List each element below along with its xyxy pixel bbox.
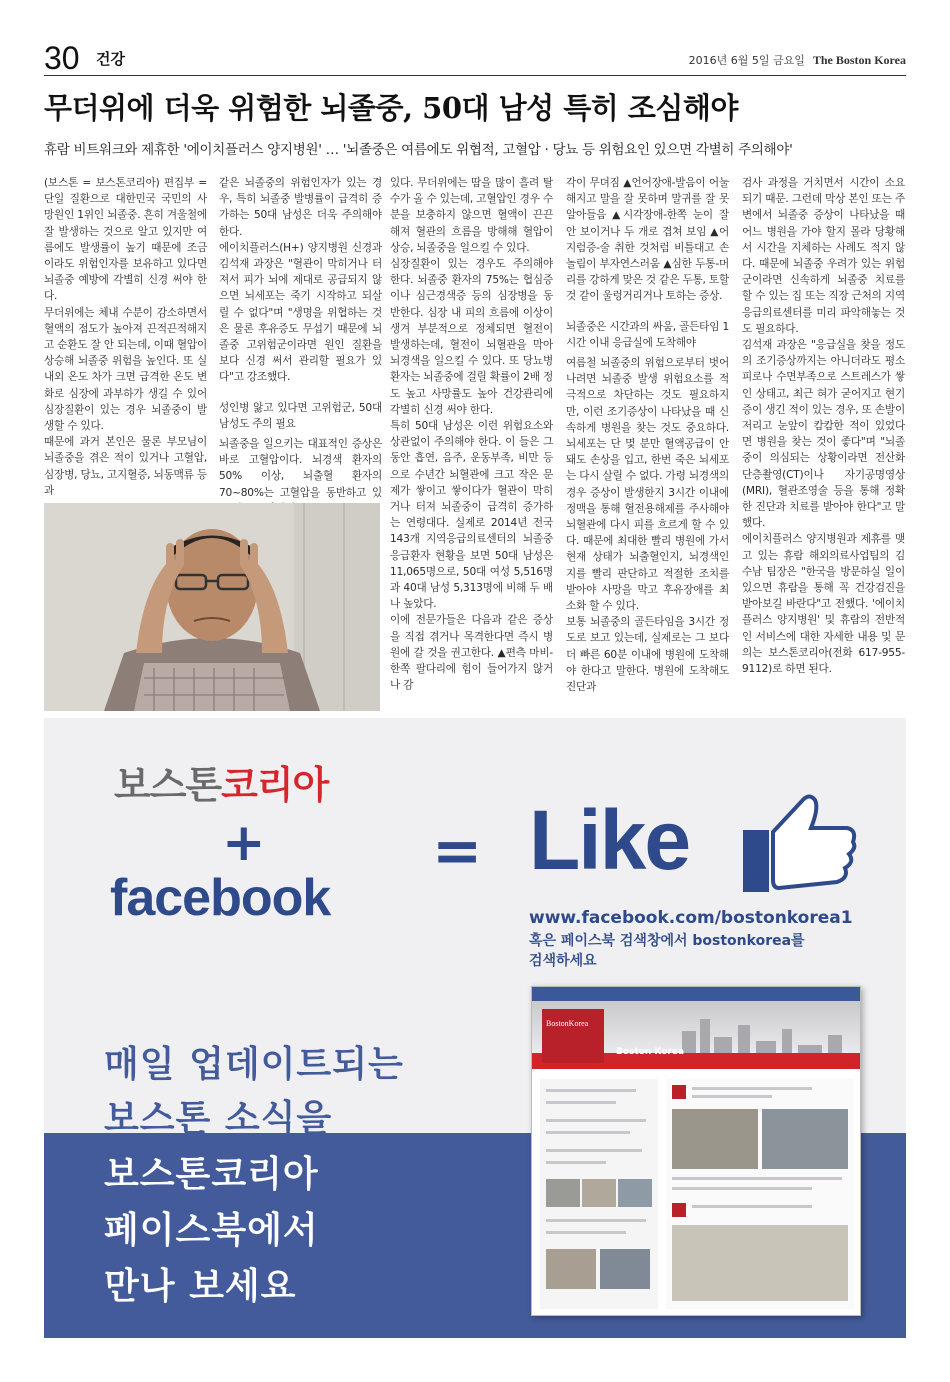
- facebook-left-panel: [540, 1079, 658, 1309]
- thumbs-up-icon: [739, 788, 859, 898]
- facebook-page-logo: [542, 1009, 604, 1063]
- ad-tagline-2: 보스톤 소식을: [104, 1098, 333, 1139]
- paragraph: 검사 과정을 거치면서 시간이 소요되기 때문. 그런데 막상 본인 또는 주변에서 뇌졸중 증상이 나타났을 때 어느 병원을 가야 할지 몰라 당황해서 시간을 지체하는 사례도 적지 않다. 때문에 뇌졸중 우려가 있는 위험군이라면 신속하게 뇌졸중 치료를 할 수 있는 집 또는 직장 근처의 지역응급의료센터를 미리 파악해놓는 것도 필요하다.: [742, 177, 905, 335]
- paragraph: 무더위에는 체내 수분이 감소하면서 혈액의 점도가 높아져 끈적끈적해지고 순환도 잘 안 되는데, 이때 혈압이 상승해 뇌졸중 위험을 높인다. 또 실내외 온도 차가 크면 급격한 온도 변화로 심장에 과부하가 생길 수 있어 심장질환이 있는 경우 뇌졸중이 발생할 수 있다.: [44, 306, 207, 433]
- facebook-topbar: [532, 987, 861, 1001]
- paragraph: 보통 뇌졸중의 골든타임을 3시간 정도로 보고 있는데, 실제로는 그 보다 더 빠른 60분 이내에 병원에 도착해야 한다고 말한다. 병원에 도착해도 진단과: [566, 616, 729, 694]
- article-photo-man-with-headache: [44, 503, 380, 711]
- article-subheading: 뇌졸중은 시간과의 싸움, 골든타임 1시간 이내 응급실에 도착해야: [566, 320, 729, 349]
- facebook-feed-panel: [666, 1079, 854, 1309]
- search-line-1: 혹은 페이스북 검색창에서 bostonkorea를: [529, 933, 805, 949]
- headache-photo-illustration: [44, 503, 380, 711]
- ad-like-block: [529, 788, 859, 898]
- ad-brand-logo: [114, 754, 328, 809]
- search-line-2: 검색하세요: [529, 953, 597, 969]
- paragraph: 각이 무뎌짐 ▲언어장애-발음이 어눌해지고 말을 잘 못하며 말귀를 잘 못 알아들음 ▲시각장애-한쪽 눈이 잘 안 보이거나 두 개로 겹쳐 보임 ▲어지럼증-술 취한 것처럼 비틀대고 손놀림이 부자연스러움 ▲심한 두통-머리를 강하게 맞은 것 같은 두통, 토할 것 같이 울렁거리거나 토하는 증상.: [566, 177, 729, 303]
- brand-gray: 보스톤: [114, 763, 222, 807]
- brand-red: 코리아: [221, 763, 329, 807]
- paragraph: 심장질환이 있는 경우도 주의해야 한다. 뇌졸중 환자의 75%는 협심증이나 심근경색증 등의 심장병을 동반한다. 심장 내 피의 흐름에 이상이 생겨 부분적으로 정체되면 혈전이 발생하는데, 혈전이 뇌혈관을 막아 뇌경색을 일으킬 수 있다. 또 당뇨병 환자는 뇌졸중에 걸릴 확률이 2배 정도 높고 사망률도 높아 건강관리에 각별히 신경 써야 한다.: [390, 258, 553, 416]
- page-header: [44, 40, 906, 76]
- ad-tagline-3: 보스톤코리아: [104, 1154, 319, 1195]
- page-logo-text: BostonKorea: [546, 1019, 589, 1028]
- paper-name: The Boston Korea: [812, 53, 906, 67]
- dateline: [689, 52, 906, 68]
- article-column-3: [390, 175, 553, 715]
- ad-facebook-url: www.facebook.com/bostonkorea1: [529, 908, 853, 928]
- article-column-4: [566, 175, 729, 715]
- section-name: 건강: [96, 50, 125, 68]
- ad-search-instruction: [529, 931, 879, 971]
- paragraph: 뇌졸중을 일으키는 대표적인 증상은 바로 고혈압이다. 뇌경색 환자의 50% 이상, 뇌출혈 환자의 70~80%는 고혈압을 동반하고 있: [219, 438, 382, 499]
- ad-plus-sign: +: [222, 813, 266, 873]
- paragraph: 에이치플러스(H+) 양지병원 신경과 김석재 과장은 "혈관이 막히거나 터져서 피가 뇌에 제대로 공급되지 않으면 뇌세포는 죽기 시작하고 되살릴 수 없다"며 "생명을 위협하는 것은 물론 후유증도 무섭기 때문에 뇌졸중 고위험군이라면 원인 질환을 보다 신경 써서 관리할 필요가 있다"고 강조했다.: [219, 241, 382, 384]
- ad-tagline-1: 매일 업데이트되는: [104, 1044, 404, 1085]
- paragraph: 에이치플러스 양지병원과 제휴를 맺고 있는 휴람 해외의료사업팀의 김수남 팀장은 "한국을 방문하실 일이 있으면 휴람을 통해 꼭 건강검진을 받아보길 바란다"고 전했다. '에이치플러스 양지병원' 및 휴람의 전반적인 서비스에 대한 자세한 내용 및 문의는 보스톤코리아(전화 617-955-9112)로 하면 된다.: [742, 533, 905, 676]
- page-number: 30: [44, 40, 80, 76]
- paragraph: 특히 50대 남성은 이런 위험요소와 상관없이 주의해야 한다. 이 들은 그 동안 흡연, 음주, 운동부족, 비만 등으로 수년간 뇌혈관에 크고 작은 문제가 쌓이고 쌓이다가 혈관이 막히거나 터져 뇌졸중이 급격히 증가하는 연령대다. 실제로 2014년 전국 143개 지역응급의료센터의 뇌졸중 응급환자 현황을 보면 50대 남성은 11,065명으로, 50대 여성 5,516명과 40대 남성 5,313명에 비해 두 배나 높았다.: [390, 420, 553, 611]
- facebook-promo-ad: [44, 718, 906, 1338]
- article-column-5: [742, 175, 905, 715]
- article-subheading: 성인병 앓고 있다면 고위험군, 50대 남성도 주의 필요: [219, 401, 382, 430]
- article-column-1: [44, 175, 207, 495]
- ad-equals-sign: =: [432, 816, 483, 886]
- paragraph: (보스톤 = 보스톤코리아) 편집부 = 단일 질환으로 대한민국 국민의 사망원인 1위인 뇌졸중. 흔히 겨울철에 잘 발생하는 것으로 알고 있지만 여름에도 발생률이 높기 때문에 조금이라도 위험인자를 보유하고 있다면 뇌졸중 예방에 각별히 신경 써야 한다.: [44, 177, 207, 303]
- paragraph: 같은 뇌졸중의 위험인자가 있는 경우, 특히 뇌졸중 발병률이 급격히 증가하는 50대 남성은 더욱 주의해야 한다.: [219, 177, 382, 238]
- ad-tagline-4: 페이스북에서: [104, 1210, 319, 1251]
- paragraph: 이에 전문가들은 다음과 같은 증상을 직접 겪거나 목격한다면 즉시 병원에 갈 것을 권고한다. ▲편측 마비-한쪽 팔다리에 힘이 들어가지 않거나 감: [390, 614, 553, 692]
- facebook-page-screenshot: [531, 986, 861, 1316]
- facebook-page-name: Boston Korea: [616, 1047, 685, 1057]
- paragraph: 있다. 무더위에는 땀을 많이 흘려 탈수가 올 수 있는데, 고혈압인 경우 수분을 보충하지 않으면 혈액이 끈끈해져 혈관의 흐름을 방해해 혈압이 상승, 뇌졸중을 일으킬 수 있다.: [390, 177, 553, 254]
- like-text: Like: [529, 793, 690, 887]
- ad-tagline-5: 만나 보세요: [104, 1266, 297, 1307]
- ad-facebook-wordmark: facebook: [110, 869, 331, 927]
- subheadline: 휴람 비트워크와 제휴한 '에이치플러스 양지병원' … '뇌졸중은 여름에도 위협적, 고혈압 · 당뇨 등 위험요인 있으면 각별히 주의해야': [44, 142, 793, 158]
- paragraph: 김석재 과장은 "응급실을 찾을 정도의 조기증상까지는 아니더라도 평소 피로나 수면부족으로 스트레스가 쌓인 상태고, 최근 혀가 굳어지고 현기증이 생긴 적이 있는 경우, 또 손발이 저리고 눈앞이 캄캄한 적이 있었다면 병원을 찾는 것이 좋다"며 "뇌졸중이 의심되는 상황이라면 전산화 단층촬영(CT)이나 자기공명영상(MRI), 혈관조영술 등을 통해 정확한 진단과 치료를 받아야 한다"고 말했다.: [742, 339, 905, 530]
- paragraph: 여름철 뇌졸중의 위험으로부터 벗어나려면 뇌졸중 발생 위험요소를 적극적으로 차단하는 것도 필요하지만, 이런 조기증상이 나타났을 때 신속하게 병원을 찾는 것도 중요하다. 뇌세포는 단 몇 분만 혈액공급이 안돼도 손상을 입고, 한번 죽은 뇌세포는 다시 살릴 수 없다. 가령 뇌경색의 경우 증상이 발생한지 3시간 이내에 정맥을 통해 혈전용해제를 주사해야 뇌혈관에 다시 피를 흐르게 할 수 있다. 때문에 최대한 빨리 병원에 가서 현재 상태가 뇌출혈인지, 뇌경색인지를 빨리 판단하고 적절한 조치를 받아야 사망을 막고 후유장애를 최소화 할 수 있다.: [566, 357, 729, 613]
- paragraph: 때문에 과거 본인은 물론 부모님이 뇌졸중을 겪은 적이 있거나 고혈압, 심장병, 당뇨, 고지혈증, 뇌동맥류 등과: [44, 436, 207, 495]
- headline: 무더위에 더욱 위험한 뇌졸중, 50대 남성 특히 조심해야: [44, 91, 738, 125]
- issue-date: 2016년 6월 5일 금요일: [688, 54, 805, 67]
